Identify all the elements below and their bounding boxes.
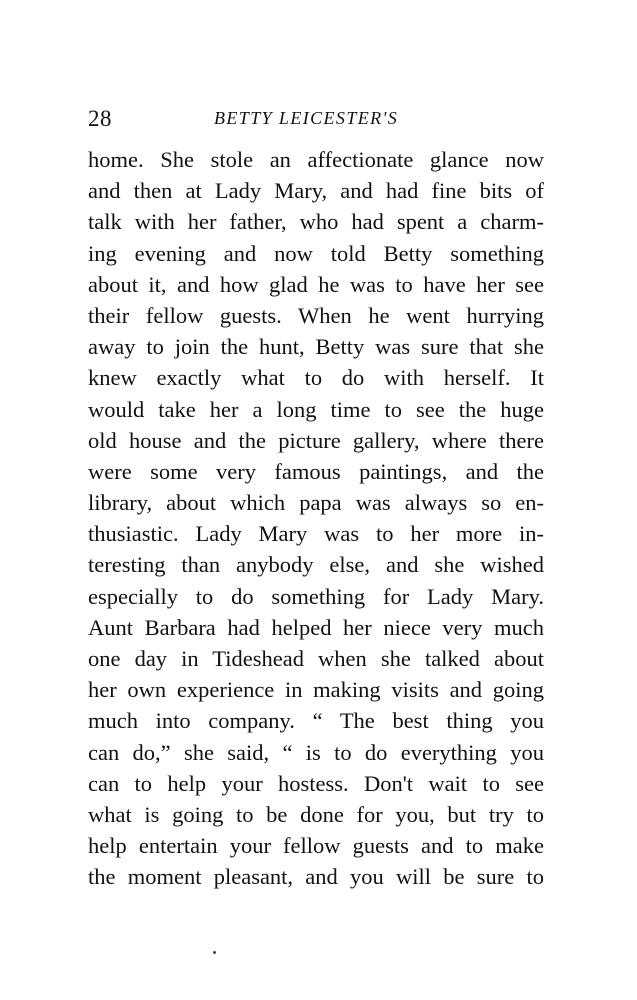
text-line: thusiastic. Lady Mary was to her more in- bbox=[88, 521, 544, 547]
text-line: one day in Tideshead when she talked about bbox=[88, 646, 544, 671]
text-line: home. She stole an affectionate glance now bbox=[88, 147, 544, 172]
text-line: library, about which papa was always so en- bbox=[88, 490, 544, 516]
text-line: Aunt Barbara had helped her niece very much bbox=[88, 614, 544, 640]
text-line: especially to do something for Lady Mary. bbox=[88, 583, 544, 609]
text-line: old house and the picture gallery, where there bbox=[88, 427, 544, 453]
text-line: their fellow guests. When he went hurrying bbox=[88, 302, 544, 328]
text-line: can to help your hostess. Don't wait to see bbox=[88, 770, 544, 796]
running-title: BETTY LEICESTER'S bbox=[214, 108, 399, 128]
text-line: would take her a long time to see the huge bbox=[88, 396, 544, 422]
paper-speck bbox=[213, 951, 216, 954]
text-line: knew exactly what to do with herself. It bbox=[88, 365, 544, 391]
text-line: the moment pleasant, and you will be sure to bbox=[88, 864, 544, 890]
page-number: 28 bbox=[88, 106, 112, 131]
text-line: teresting than anybody else, and she wished bbox=[88, 552, 544, 578]
text-line: about it, and how glad he was to have her see bbox=[88, 271, 544, 297]
text-line: her own experience in making visits and going bbox=[88, 677, 544, 703]
text-line: ing evening and now told Betty something bbox=[88, 240, 544, 266]
running-head bbox=[88, 106, 544, 136]
text-line: talk with her father, who had spent a charm- bbox=[88, 209, 544, 235]
text-line: much into company. “ The best thing you bbox=[88, 708, 544, 734]
text-line: help entertain your fellow guests and to make bbox=[88, 833, 544, 859]
text-line: away to join the hunt, Betty was sure that she bbox=[88, 334, 544, 360]
text-line: and then at Lady Mary, and had fine bits of bbox=[88, 178, 544, 204]
text-line: what is going to be done for you, but try to bbox=[88, 801, 544, 827]
text-line: were some very famous paintings, and the bbox=[88, 458, 544, 484]
text-line: can do,” she said, “ is to do everything you bbox=[88, 739, 544, 765]
body-text bbox=[88, 144, 544, 893]
